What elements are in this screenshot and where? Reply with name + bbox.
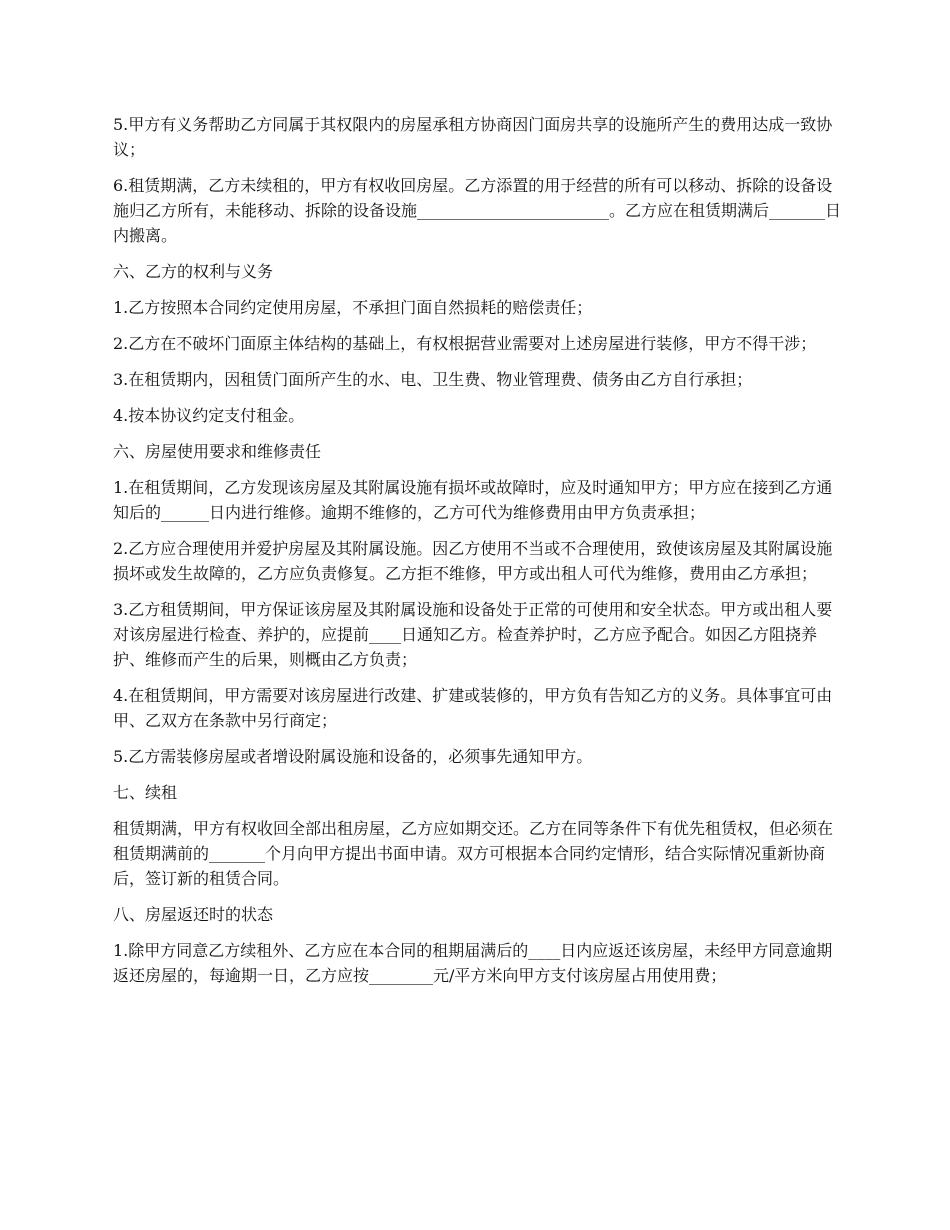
section-heading: 八、房屋返还时的状态 <box>113 905 274 924</box>
clause-paragraph: 3.在租赁期内，因租赁门面所产生的水、电、卫生费、物业管理费、债务由乙方自行承担； <box>113 370 753 389</box>
section-heading: 六、房屋使用要求和维修责任 <box>113 442 322 461</box>
clause-paragraph: 5.乙方需装修房屋或者增设附属设施和设备的，必须事先通知甲方。 <box>113 747 593 766</box>
section-heading: 七、续租 <box>113 783 178 802</box>
clause-paragraph: 5.甲方有义务帮助乙方同属于其权限内的房屋承租方协商因门面房共享的设施所产生的费用达成一致协议； <box>113 115 833 159</box>
clause-paragraph: 3.乙方租赁期间，甲方保证该房屋及其附属设施和设备处于正常的可使用和安全状态。甲方或出租人要对该房屋进行检查、养护的，应提前____日通知乙方。检查养护时，乙方应予配合。如因乙方阻挠养护、维修而产生的后果，则概由乙方负责； <box>113 600 833 669</box>
clause-paragraph: 2.乙方应合理使用并爱护房屋及其附属设施。因乙方使用不当或不合理使用，致使该房屋及其附属设施损坏或发生故障的，乙方应负责修复。乙方拒不维修，甲方或出租人可代为维修，费用由乙方承担； <box>113 539 833 583</box>
section-heading: 六、乙方的权利与义务 <box>113 262 274 281</box>
clause-paragraph: 2.乙方在不破坏门面原主体结构的基础上，有权根据营业需要对上述房屋进行装修，甲方不得干涉； <box>113 334 817 353</box>
clause-paragraph: 4.按本协议约定支付租金。 <box>113 406 305 425</box>
clause-paragraph: 1.在租赁期间，乙方发现该房屋及其附属设施有损坏或故障时，应及时通知甲方；甲方应在接到乙方通知后的______日内进行维修。逾期不维修的，乙方可代为维修费用由甲方负责承担； <box>113 478 833 522</box>
clause-paragraph: 租赁期满，甲方有权收回全部出租房屋，乙方应如期交还。乙方在同等条件下有优先租赁权，但必须在租赁期满前的_______个月向甲方提出书面申请。双方可根据本合同约定情形，结合实际情况重新协商后，签订新的租赁合同。 <box>113 819 834 888</box>
document-body <box>113 112 843 999</box>
clause-paragraph: 6.租赁期满，乙方未续租的，甲方有权收回房屋。乙方添置的用于经营的所有可以移动、拆除的设备设施归乙方所有，未能移动、拆除的设备设施________________________。乙方应在租赁期满后_______日内搬离。 <box>113 176 842 245</box>
clause-paragraph: 1.除甲方同意乙方续租外、乙方应在本合同的租期届满后的____日内应返还该房屋，未经甲方同意逾期返还房屋的，每逾期一日，乙方应按________元/平方米向甲方支付该房屋占用使用费； <box>113 941 833 985</box>
clause-paragraph: 1.乙方按照本合同约定使用房屋，不承担门面自然损耗的赔偿责任； <box>113 298 593 317</box>
clause-paragraph: 4.在租赁期间，甲方需要对该房屋进行改建、扩建或装修的，甲方负有告知乙方的义务。具体事宜可由甲、乙双方在条款中另行商定； <box>113 686 833 730</box>
